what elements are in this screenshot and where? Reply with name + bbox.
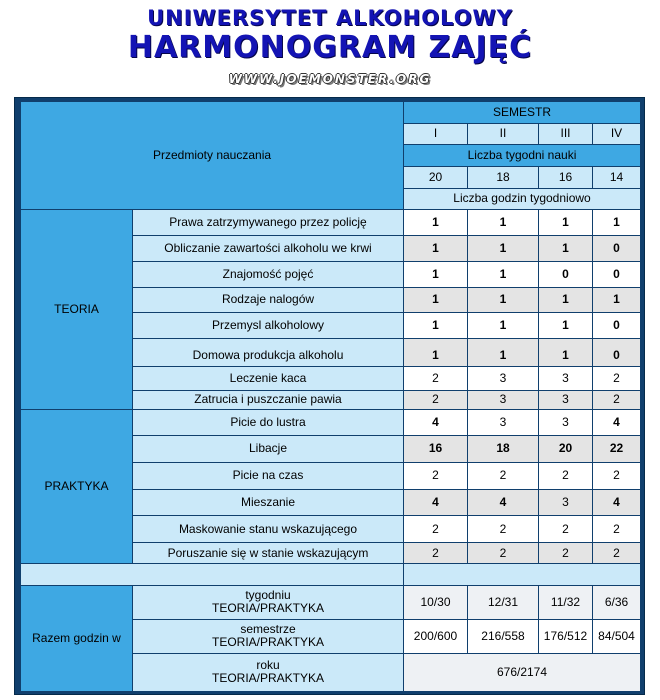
totals-semester-period: semestrze (240, 622, 296, 637)
hours-cell: 2 (404, 516, 467, 542)
hours-cell: 1 (539, 288, 592, 313)
totals-semester-sub: TEORIA/PRAKTYKA (211, 635, 325, 650)
hours-cell: 2 (404, 391, 467, 410)
totals-week-label (133, 586, 403, 619)
hours-cell: 2 (404, 463, 467, 489)
hours-cell: 0 (593, 236, 640, 261)
totals-week-period: tygodniu (245, 588, 291, 603)
hours-cell: 2 (539, 543, 592, 563)
hours-cell: 1 (539, 210, 592, 235)
weeks-2: 18 (468, 167, 538, 188)
totals-week-3: 11/32 (539, 586, 592, 619)
totals-week-sub: TEORIA/PRAKTYKA (211, 601, 325, 616)
hours-cell: 2 (539, 516, 592, 542)
hours-cell: 1 (468, 339, 538, 366)
subject-name: Leczenie kaca (133, 367, 403, 390)
hours-cell: 2 (468, 543, 538, 563)
subject-name: Picie do lustra (133, 410, 403, 435)
hours-cell: 2 (593, 516, 640, 542)
hours-cell: 3 (539, 391, 592, 410)
semester-2: II (468, 124, 538, 145)
totals-year-value: 676/2174 (404, 654, 640, 691)
hours-cell: 2 (593, 391, 640, 410)
subject-name: Rodzaje nalogów (133, 288, 403, 313)
hours-cell: 1 (539, 313, 592, 338)
hours-cell: 3 (468, 391, 538, 410)
spacer-cell (21, 564, 403, 585)
subject-name: Obliczanie zawartości alkoholu we krwi (133, 236, 403, 261)
hours-cell: 1 (404, 262, 467, 287)
hours-header: Liczba godzin tygodniowo (404, 189, 640, 210)
praktyka-label: PRAKTYKA (21, 410, 132, 563)
hours-cell: 1 (468, 236, 538, 261)
weeks-1: 20 (404, 167, 467, 188)
semester-1: I (404, 124, 467, 145)
hours-cell: 1 (404, 339, 467, 366)
hours-cell: 2 (468, 516, 538, 542)
hours-cell: 3 (468, 367, 538, 390)
subject-name: Poruszanie się w stanie wskazującym (133, 543, 403, 563)
subjects-header: Przedmioty nauczania (21, 102, 403, 209)
hours-cell: 2 (593, 463, 640, 489)
totals-week-1: 10/30 (404, 586, 467, 619)
teoria-label: TEORIA (21, 210, 132, 409)
subject-name: Domowa produkcja alkoholu (133, 339, 403, 366)
hours-cell: 1 (468, 210, 538, 235)
hours-cell: 0 (593, 262, 640, 287)
hours-cell: 1 (593, 210, 640, 235)
hours-cell: 3 (468, 410, 538, 435)
hours-cell: 1 (468, 313, 538, 338)
hours-cell: 3 (539, 367, 592, 390)
hours-cell: 1 (404, 210, 467, 235)
hours-cell: 2 (404, 543, 467, 563)
hours-cell: 4 (404, 410, 467, 435)
hours-cell: 16 (404, 436, 467, 462)
hours-cell: 20 (539, 436, 592, 462)
subject-name: Zatrucia i puszczanie pawia (133, 391, 403, 410)
hours-cell: 1 (593, 288, 640, 313)
totals-year-label (133, 654, 403, 691)
subject-name: Libacje (133, 436, 403, 462)
weeks-header: Liczba tygodni nauki (404, 145, 640, 166)
hours-cell: 1 (468, 262, 538, 287)
semester-4: IV (593, 124, 640, 145)
website-url: WWW.JOEMONSTER.ORG (228, 72, 432, 86)
hours-cell: 0 (539, 262, 592, 287)
subject-name: Mieszanie (133, 490, 403, 516)
hours-cell: 22 (593, 436, 640, 462)
hours-cell: 1 (539, 339, 592, 366)
semester-header: SEMESTR (404, 102, 640, 123)
hours-cell: 4 (468, 490, 538, 516)
hours-cell: 4 (593, 410, 640, 435)
hours-cell: 3 (539, 410, 592, 435)
totals-year-sub: TEORIA/PRAKTYKA (211, 671, 325, 686)
schedule-table (20, 101, 641, 692)
totals-semester-2: 216/558 (468, 620, 538, 653)
totals-semester-3: 176/512 (539, 620, 592, 653)
hours-cell: 1 (539, 236, 592, 261)
totals-week-2: 12/31 (468, 586, 538, 619)
hours-cell: 4 (404, 490, 467, 516)
hours-cell: 0 (593, 313, 640, 338)
hours-cell: 2 (539, 463, 592, 489)
totals-label: Razem godzin w (21, 586, 132, 691)
hours-cell: 2 (593, 543, 640, 563)
hours-cell: 2 (404, 367, 467, 390)
hours-cell: 18 (468, 436, 538, 462)
hours-cell: 3 (539, 490, 592, 516)
hours-cell: 2 (593, 367, 640, 390)
totals-semester-4: 84/504 (593, 620, 640, 653)
totals-year-period: roku (256, 658, 280, 673)
hours-cell: 4 (593, 490, 640, 516)
subject-name: Przemysl alkoholowy (133, 313, 403, 338)
subject-name: Maskowanie stanu wskazującego (133, 516, 403, 542)
title-university: UNIWERSYTET ALKOHOLOWY (147, 6, 513, 30)
totals-semester-1: 200/600 (404, 620, 467, 653)
hours-cell: 1 (404, 288, 467, 313)
hours-cell: 0 (593, 339, 640, 366)
title-schedule: HARMONOGRAM ZAJĘĆ (127, 30, 533, 65)
hours-cell: 2 (468, 463, 538, 489)
subject-name: Znajomość pojęć (133, 262, 403, 287)
semester-3: III (539, 124, 592, 145)
spacer-cell (404, 564, 640, 585)
totals-semester-label (133, 620, 403, 653)
subject-name: Prawa zatrzymywanego przez policję (133, 210, 403, 235)
weeks-4: 14 (593, 167, 640, 188)
totals-week-4: 6/36 (593, 586, 640, 619)
hours-cell: 1 (404, 313, 467, 338)
hours-cell: 1 (404, 236, 467, 261)
schedule-frame (14, 97, 645, 695)
hours-cell: 1 (468, 288, 538, 313)
subject-name: Picie na czas (133, 463, 403, 489)
weeks-3: 16 (539, 167, 592, 188)
